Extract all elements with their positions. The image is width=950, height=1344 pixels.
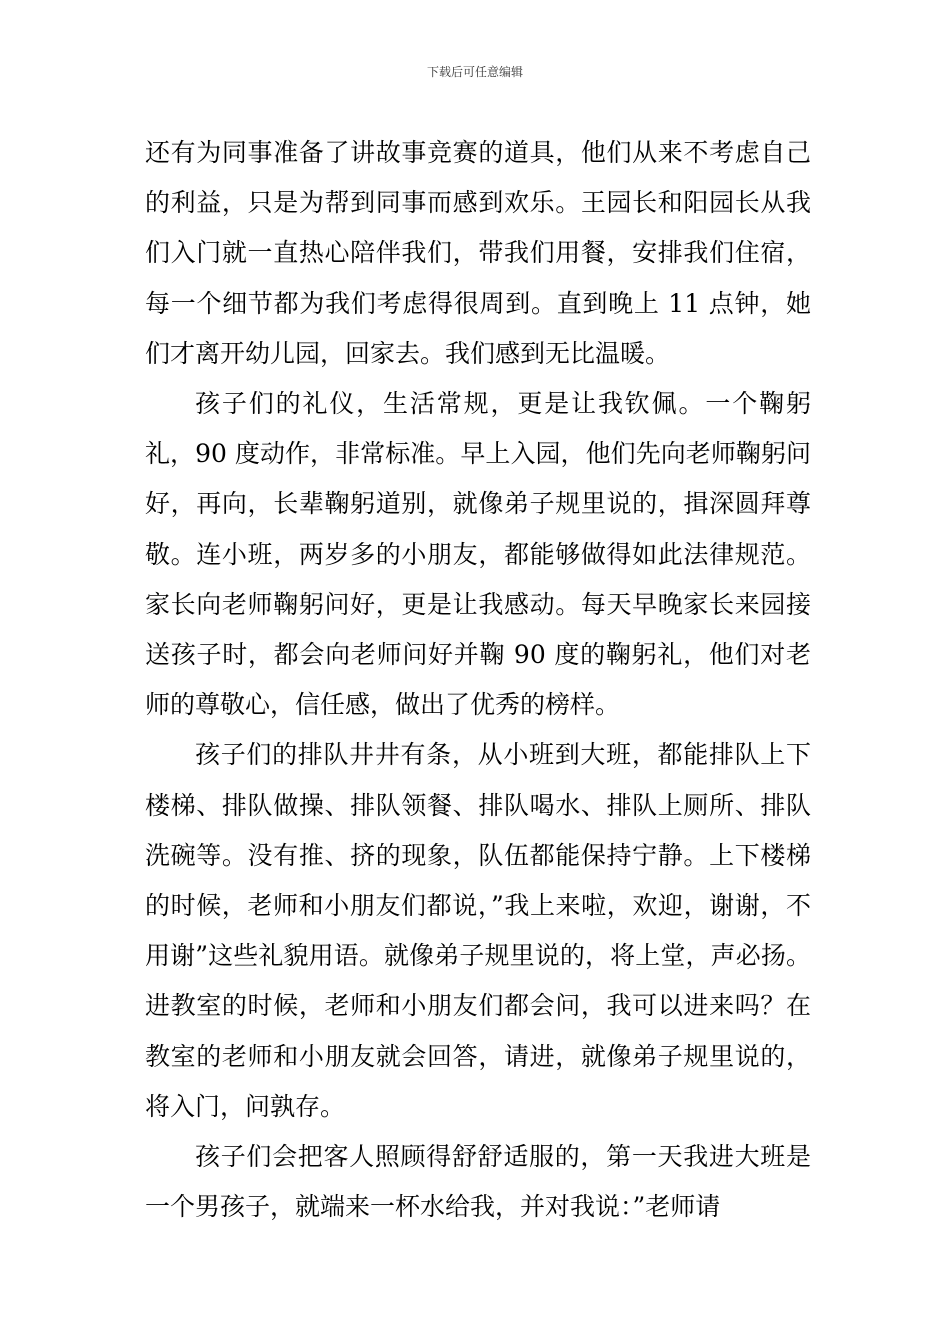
document-body (145, 128, 811, 1232)
page-header: 下载后可任意编辑 (426, 65, 523, 79)
paragraph-3: 孩子们的排队井井有条，从小班到大班，都能排队上下楼梯、排队做操、排队领餐、排队喝水、排队上厕所、排队洗碗等。没有推、挤的现象，队伍都能保持宁静。上下楼梯的时候，老师和小朋友们都说，”我上来啦，欢迎，谢谢，不用谢”这些礼貌用语。就像弟子规里说的，将上堂，声必扬。进教室的时候，老师和小朋友们都会问，我可以进来吗？在教室的老师和小朋友就会回答，请进，就像弟子规里说的，将入门，问孰存。 (145, 740, 811, 1121)
paragraph-2: 孩子们的礼仪，生活常规，更是让我钦佩。一个鞠躬礼，90 度动作，非常标准。早上入园，他们先向老师鞠躬问好，再向，长辈鞠躬道别，就像弟子规里说的，揖深圆拜尊敬。连小班，两岁多的小朋友，都能够做得如此法律规范。家长向老师鞠躬问好，更是让我感动。每天早晚家长来园接送孩子时，都会向老师问好并鞠 90 度的鞠躬礼，他们对老师的尊敬心，信任感，做出了优秀的榜样。 (145, 389, 811, 720)
paragraph-1: 还有为同事准备了讲故事竞赛的道具，他们从来不考虑自己的利益，只是为帮到同事而感到欢乐。王园长和阳园长从我们入门就一直热心陪伴我们，带我们用餐，安排我们住宿，每一个细节都为我们考虑得很周到。直到晚上 11 点钟，她们才离开幼儿园，回家去。我们感到无比温暖。 (145, 138, 811, 368)
paragraph-4: 孩子们会把客人照顾得舒舒适服的，第一天我进大班是一个男孩子，就端来一杯水给我，并对我说：”老师请 (145, 1142, 811, 1222)
